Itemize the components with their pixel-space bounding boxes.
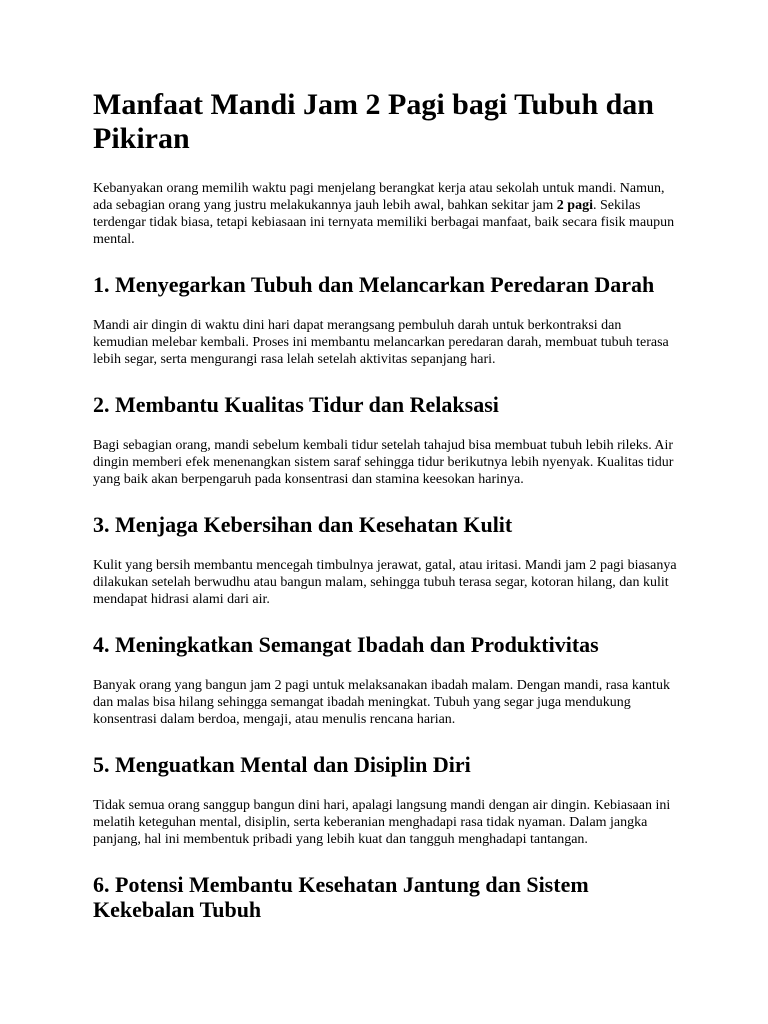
section-body-3: Kulit yang bersih membantu mencegah timbulnya jerawat, gatal, atau iritasi. Mandi jam 2 pagi biasanya dilakukan setelah berwudhu atau bangun malam, sehingga tubuh terasa segar, kotoran hilang, dan kulit mendapat hidrasi alami dari air. [93, 558, 677, 607]
intro-bold-time: 2 pagi [556, 198, 593, 213]
section-body-2: Bagi sebagian orang, mandi sebelum kembali tidur setelah tahajud bisa membuat tubuh lebih rileks. Air dingin memberi efek menenangkan sistem saraf sehingga tidur berikutnya lebih nyenyak. Kualitas tidur yang baik akan berpengaruh pada konsentrasi dan stamina keesokan harinya. [93, 438, 674, 487]
section-heading-5: 5. Menguatkan Mental dan Disiplin Diri [93, 752, 471, 777]
section-body-1: Mandi air dingin di waktu dini hari dapat merangsang pembuluh darah untuk berkontraksi dan kemudian melebar kembali. Proses ini membantu melancarkan peredaran darah, membuat tubuh terasa lebih segar, serta mengurangi rasa lelah setelah aktivitas sepanjang hari. [93, 318, 669, 367]
article-title: Manfaat Mandi Jam 2 Pagi bagi Tubuh dan Pikiran [93, 88, 654, 155]
intro-paragraph [93, 180, 678, 248]
section-heading-1: 1. Menyegarkan Tubuh dan Melancarkan Peredaran Darah [93, 272, 655, 297]
section-heading-2: 2. Membantu Kualitas Tidur dan Relaksasi [93, 392, 499, 417]
section-body-4: Banyak orang yang bangun jam 2 pagi untuk melaksanakan ibadah malam. Dengan mandi, rasa kantuk dan malas bisa hilang sehingga semangat ibadah meningkat. Tubuh yang segar juga mendukung konsentrasi dalam berdoa, mengaji, atau menulis rencana harian. [93, 678, 670, 727]
intro-text-end: . Sekilas terdengar tidak biasa, tetapi kebiasaan ini ternyata memiliki berbagai manfaat, baik secara fisik maupun mental. [93, 198, 675, 247]
section-heading-4: 4. Meningkatkan Semangat Ibadah dan Produktivitas [93, 632, 599, 657]
section-body-5: Tidak semua orang sanggup bangun dini hari, apalagi langsung mandi dengan air dingin. Kebiasaan ini melatih keteguhan mental, disiplin, serta keberanian menghadapi rasa tidak nyaman. Dalam jangka panjang, hal ini membentuk pribadi yang lebih kuat dan tangguh menghadapi tantangan. [93, 798, 671, 847]
intro-text-start: Kebanyakan orang memilih waktu pagi menjelang berangkat kerja atau sekolah untuk mandi. Namun, ada sebagian orang yang justru melakukannya jauh lebih awal, bahkan sekitar jam [93, 181, 665, 213]
section-heading-3: 3. Menjaga Kebersihan dan Kesehatan Kulit [93, 512, 513, 537]
section-heading-6: 6. Potensi Membantu Kesehatan Jantung dan Sistem Kekebalan Tubuh [93, 872, 589, 922]
